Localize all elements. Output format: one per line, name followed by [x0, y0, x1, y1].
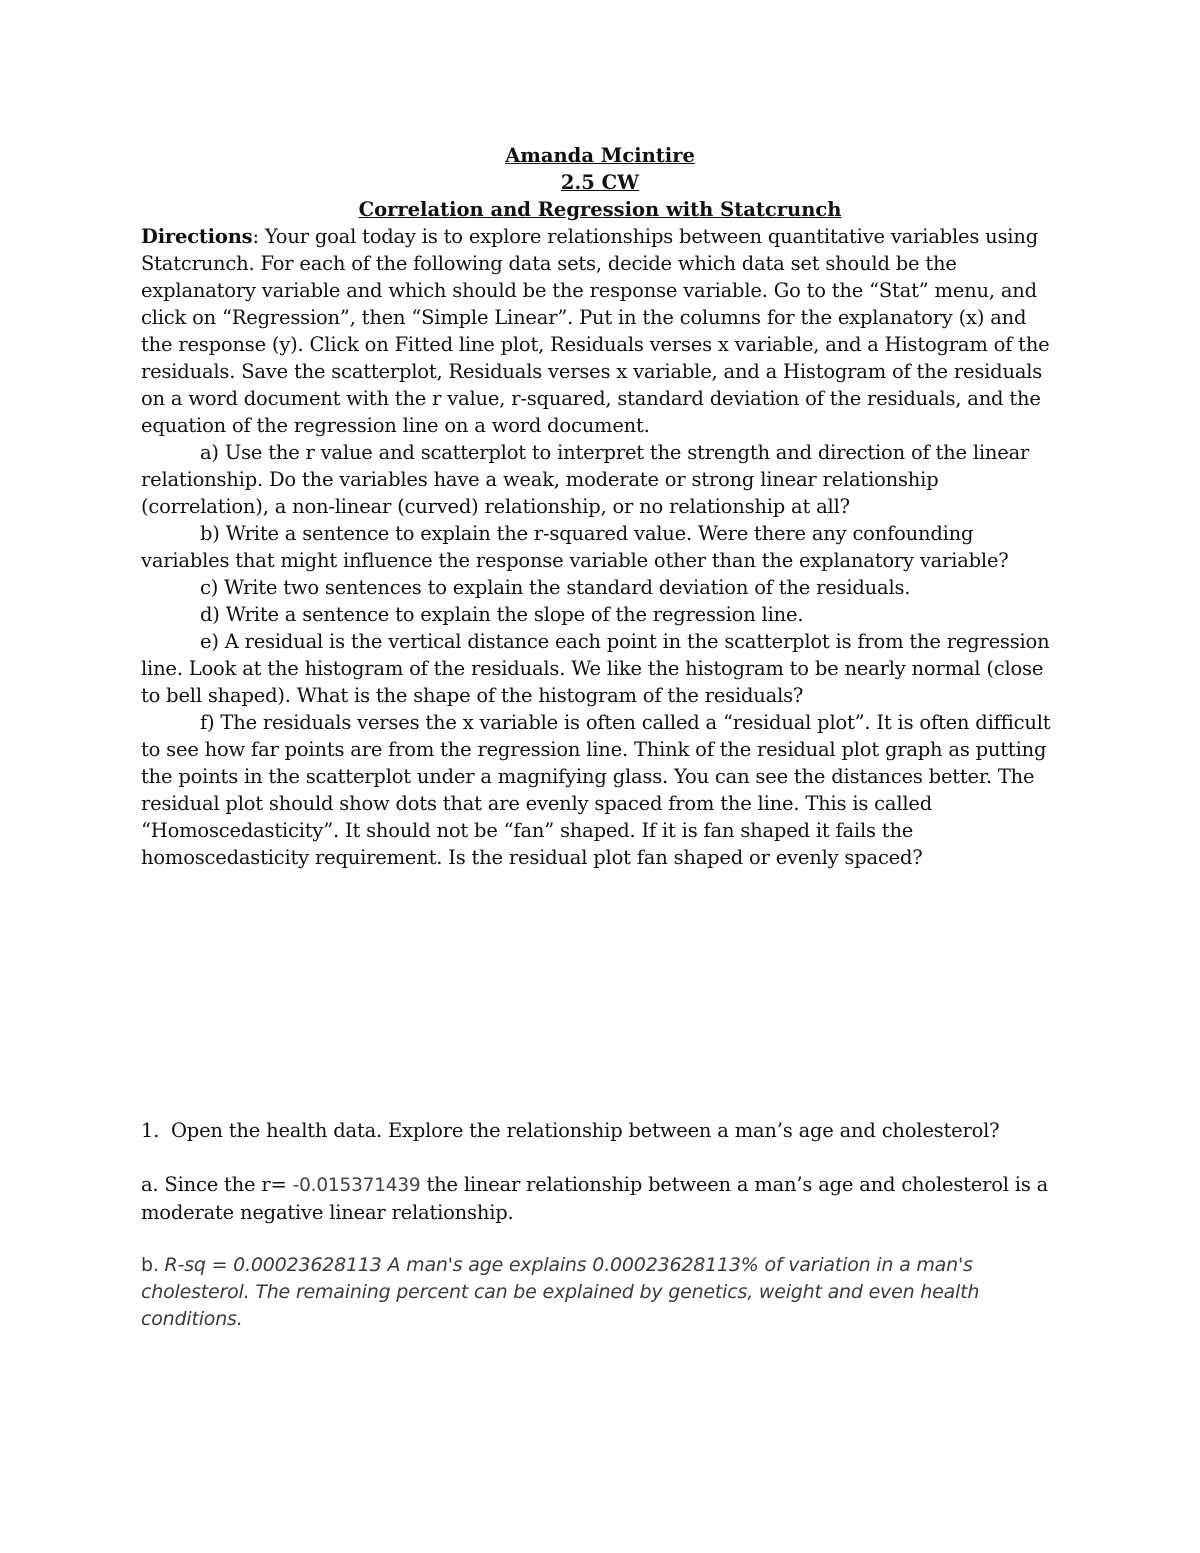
answer-a-suffix: the linear relationship between a man’s age and cholesterol is a moderate negative linear relationship.	[141, 1173, 1049, 1224]
answer-a	[141, 1171, 1063, 1226]
directions-label: Directions	[141, 225, 253, 248]
instruction-b: b) Write a sentence to explain the r-squared value. Were there any confounding variables that might influence the response variable other than the explanatory variable?	[141, 522, 1009, 572]
student-name: Amanda Mcintire	[505, 144, 695, 167]
document-header	[0, 142, 1200, 223]
instruction-e: e) A residual is the vertical distance each point in the scatterplot is from the regression line. Look at the histogram of the residuals. We like the histogram to be nearly normal (close to bell shaped). What is the shape of the histogram of the residuals?	[141, 630, 1050, 707]
assignment-number: 2.5 CW	[560, 171, 640, 194]
directions-text: : Your goal today is to explore relationships between quantitative variables using Statcrunch. For each of the following data sets, decide which data set should be the explanatory variable and which should be the response variable. Go to the “Stat” menu, and click on “Regression”, then “Simple Linear”. Put in the columns for the explanatory (x) and the response (y). Click on Fitted line plot, Residuals verses x variable, and a Histogram of the residuals. Save the scatterplot, Residuals verses x variable, and a Histogram of the residuals on a word document with the r value, r-squared, standard deviation of the residuals, and the equation of the regression line on a word document.	[141, 225, 1050, 437]
directions-paragraph	[141, 223, 1063, 439]
instruction-f: f) The residuals verses the x variable is often called a “residual plot”. It is often difficult to see how far points are from the regression line. Think of the residual plot graph as putting the points in the scatterplot under a magnifying glass. You can see the distances better. The residual plot should show dots that are evenly spaced from the line. This is called “Homoscedasticity”. It should not be “fan” shaped. If it is fan shaped it fails the homoscedasticity requirement. Is the residual plot fan shaped or evenly spaced?	[141, 711, 1051, 869]
document-title: Correlation and Regression with Statcrunch	[358, 198, 842, 221]
directions-section	[141, 223, 1063, 871]
answer-b	[141, 1252, 1063, 1333]
answer-a-prefix: a. Since the r=	[141, 1173, 293, 1196]
instruction-a: a) Use the r value and scatterplot to interpret the strength and direction of the linear relationship. Do the variables have a weak, moderate or strong linear relationship (correlation), a non-linear (curved) relationship, or no relationship at all?	[141, 441, 1030, 518]
question-1-text: Open the health data. Explore the relationship between a man’s age and cholesterol?	[171, 1119, 1000, 1142]
answer-b-label: b.	[141, 1254, 165, 1276]
question-1-number: 1.	[141, 1119, 160, 1142]
answer-a-r-value: -0.015371439	[292, 1175, 421, 1196]
answer-b-text: R-sq = 0.00023628113 A man's age explains 0.00023628113% of variation in a man's cholesterol. The remaining percent can be explained by genetics, weight and even health conditions.	[141, 1254, 980, 1330]
instruction-d: d) Write a sentence to explain the slope of the regression line.	[200, 603, 804, 626]
question-1	[141, 1117, 1063, 1144]
instruction-c: c) Write two sentences to explain the standard deviation of the residuals.	[200, 576, 911, 599]
